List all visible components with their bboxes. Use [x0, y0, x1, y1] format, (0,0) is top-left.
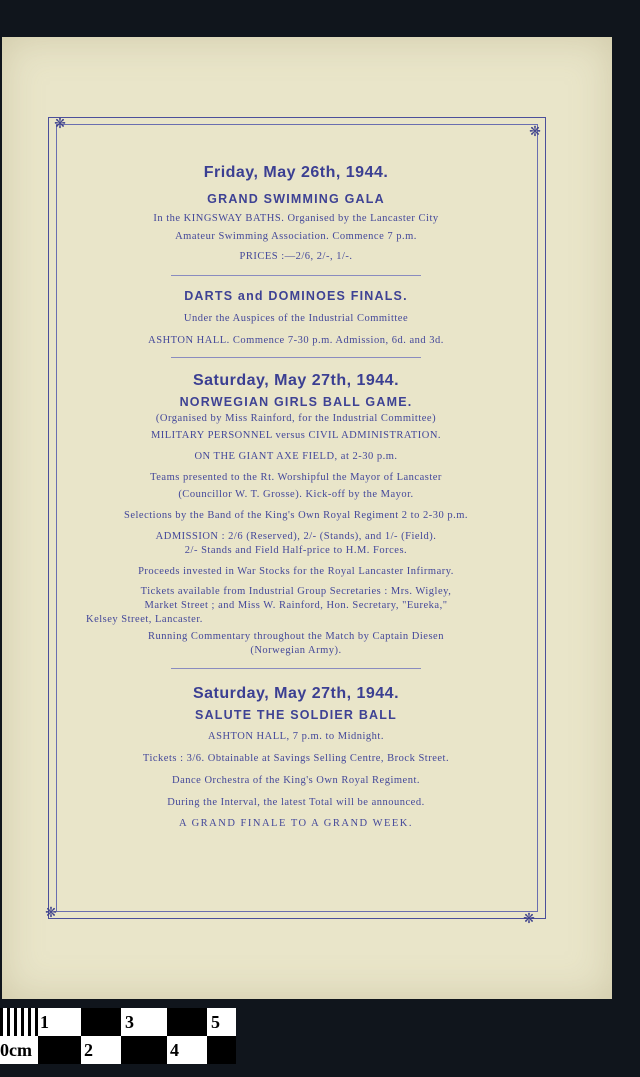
- scale-unit: 0cm: [0, 1040, 32, 1060]
- scale-number: 3: [125, 1012, 134, 1032]
- section-line: Teams presented to the Rt. Worshipful the Mayor of Lancaster: [150, 472, 442, 483]
- section-line: Market Street ; and Miss W. Rainford, Hon. Secretary, "Eureka,": [144, 600, 448, 611]
- section-line: 2/- Stands and Field Half-price to H.M. Forces.: [184, 545, 408, 556]
- section-line: ADMISSION : 2/6 (Reserved), 2/- (Stands), and 1/- (Field).: [155, 531, 437, 542]
- section-line: ON THE GIANT AXE FIELD, at 2-30 p.m.: [194, 451, 398, 462]
- section-event: SALUTE THE SOLDIER BALL: [195, 708, 397, 722]
- divider: [171, 275, 421, 276]
- corner-ornament-icon: ❋: [54, 116, 66, 132]
- section-line: During the Interval, the latest Total will be announced.: [167, 797, 425, 808]
- section-line: Dance Orchestra of the King's Own Royal Regiment.: [172, 775, 420, 786]
- section-line: Tickets : 3/6. Obtainable at Savings Selling Centre, Brock Street.: [142, 753, 450, 764]
- section-line: In the KINGSWAY BATHS. Organised by the Lancaster City: [153, 213, 439, 224]
- section-line: A GRAND FINALE TO A GRAND WEEK.: [178, 818, 414, 829]
- divider: [171, 357, 421, 358]
- corner-ornament-icon: ❋: [45, 905, 57, 921]
- section-line: ASHTON HALL, 7 p.m. to Midnight.: [208, 731, 384, 742]
- section-day: Saturday, May 27th, 1944.: [192, 685, 400, 702]
- divider: [171, 668, 421, 669]
- section-line: Kelsey Street, Lancaster.: [86, 614, 203, 625]
- section-event: DARTS and DOMINOES FINALS.: [184, 289, 408, 303]
- section-line: PRICES :—2/6, 2/-, 1/-.: [239, 251, 353, 262]
- section-line: (Norwegian Army).: [250, 645, 342, 656]
- section-line: (Organised by Miss Rainford, for the Industrial Committee): [155, 413, 437, 424]
- section-event: NORWEGIAN GIRLS BALL GAME.: [179, 395, 413, 409]
- section-line: Selections by the Band of the King's Own Royal Regiment 2 to 2-30 p.m.: [124, 510, 468, 521]
- section-line: ASHTON HALL. Commence 7-30 p.m. Admission, 6d. and 3d.: [148, 335, 444, 346]
- section-line: MILITARY PERSONNEL versus CIVIL ADMINISTRATION.: [150, 430, 442, 441]
- section-day: Saturday, May 27th, 1944.: [192, 372, 400, 389]
- corner-ornament-icon: ❋: [523, 911, 535, 927]
- section-line: Running Commentary throughout the Match by Captain Diesen: [148, 631, 444, 642]
- corner-ornament-icon: ❋: [529, 124, 541, 140]
- scale-number: 2: [84, 1040, 93, 1060]
- measurement-scale: [0, 1008, 236, 1064]
- section-event: GRAND SWIMMING GALA: [207, 192, 385, 206]
- section-line: Tickets available from Industrial Group Secretaries : Mrs. Wigley,: [140, 586, 452, 597]
- scale-number: 5: [211, 1012, 220, 1032]
- section-line: Under the Auspices of the Industrial Committee: [183, 313, 409, 324]
- scale-number: 4: [170, 1040, 179, 1060]
- programme-content: [78, 160, 514, 831]
- section-line: Amateur Swimming Association. Commence 7 p.m.: [175, 231, 417, 242]
- section-line: Proceeds invested in War Stocks for the Royal Lancaster Infirmary.: [138, 566, 454, 577]
- section-day: Friday, May 26th, 1944.: [203, 164, 389, 181]
- section-line: (Councillor W. T. Grosse). Kick-off by the Mayor.: [178, 489, 414, 500]
- scale-number: 1: [40, 1012, 49, 1032]
